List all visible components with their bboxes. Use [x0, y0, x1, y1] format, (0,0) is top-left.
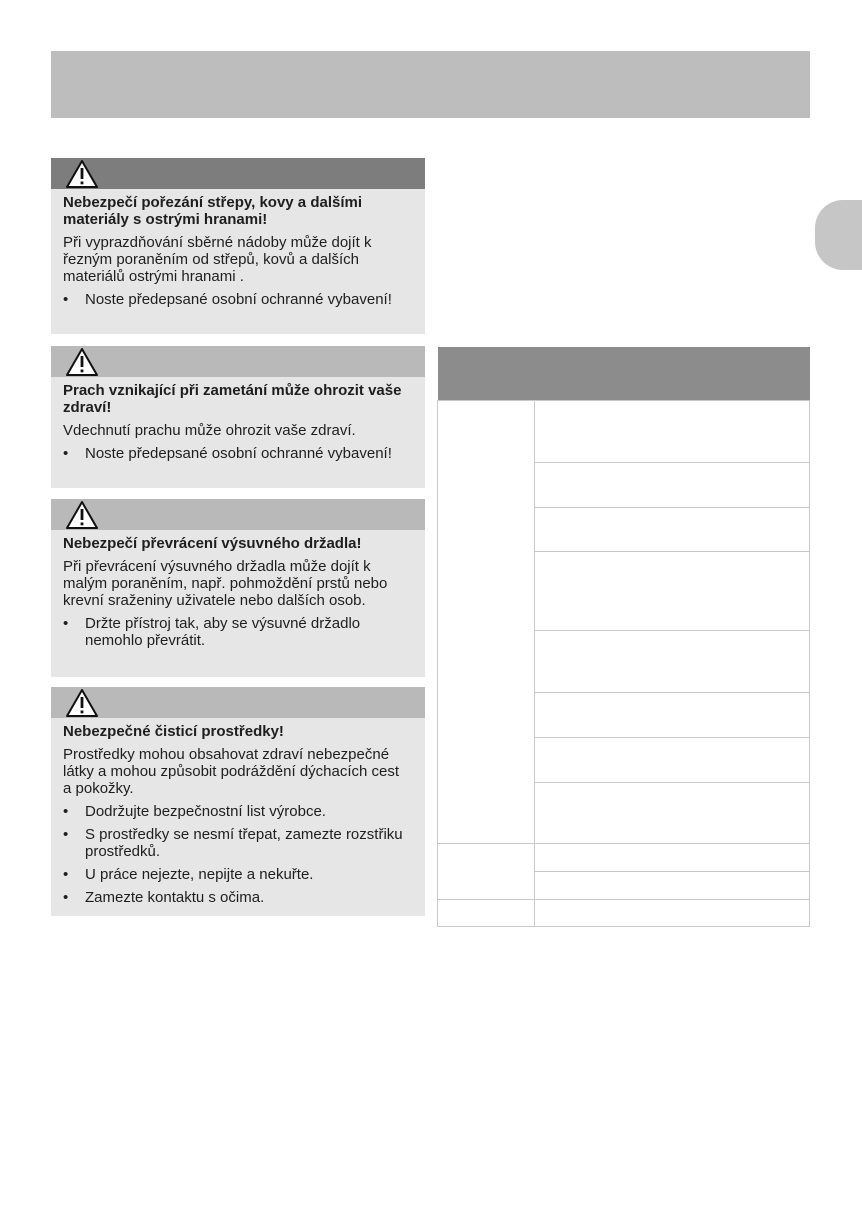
- table-header-row: [438, 347, 810, 401]
- table-cell: [535, 552, 810, 631]
- warning-bullet: • Noste předepsané osobní ochranné vybavení!: [63, 291, 411, 308]
- warning-bullet: • Noste předepsané osobní ochranné vybavení!: [63, 445, 411, 462]
- warning-triangle-icon: [65, 500, 99, 530]
- table-row: [438, 844, 810, 872]
- warning-bar: [51, 158, 425, 189]
- data-table: [437, 347, 810, 927]
- table-cell: [438, 844, 535, 900]
- table-cell: [535, 508, 810, 552]
- warning-box-4: [51, 687, 425, 916]
- table-cell: [535, 401, 810, 463]
- warning-title: Nebezpečné čisticí prostředky!: [63, 723, 284, 740]
- warning-bullet: • Dodržujte bezpečnostní list výrobce.: [63, 803, 411, 820]
- table-cell: [438, 401, 535, 844]
- warning-text: Při převrácení výsuvného držadla může dojít k malým poraněním, např. pohmoždění prstů nebo krevní sraženiny uživatele nebo dalších osob.: [63, 558, 388, 609]
- table-row: [438, 401, 810, 463]
- table-row: [438, 900, 810, 927]
- warning-bullet: • S prostředky se nesmí třepat, zamezte rozstřiku prostředků.: [63, 826, 411, 860]
- table-header-cell: [438, 347, 535, 401]
- warning-title: Prach vznikající při zametání může ohrozit vaše zdraví!: [63, 382, 402, 416]
- table-cell: [535, 844, 810, 872]
- header-band: [51, 51, 810, 118]
- table-cell: [535, 738, 810, 783]
- table-cell: [535, 631, 810, 693]
- warning-text: Při vyprazdňování sběrné nádoby může dojít k řezným poraněním od střepů, kovů a dalších materiálů ostrými hranami .: [63, 234, 372, 285]
- warning-bullet: • U práce nejezte, nepijte a nekuřte.: [63, 866, 411, 883]
- table-cell: [535, 872, 810, 900]
- warning-bullet: • Držte přístroj tak, aby se výsuvné držadlo nemohlo převrátit.: [63, 615, 411, 649]
- warning-triangle-icon: [65, 159, 99, 189]
- warning-box-1: [51, 158, 425, 334]
- warning-title: Nebezpečí pořezání střepy, kovy a dalšími materiály s ostrými hranami!: [63, 194, 363, 228]
- table-cell: [535, 463, 810, 508]
- table-cell: [535, 693, 810, 738]
- warning-text: Prostředky mohou obsahovat zdraví nebezpečné látky a mohou způsobit podráždění dýchacích cest a pokožky.: [63, 746, 400, 797]
- warning-text: Vdechnutí prachu může ohrozit vaše zdraví.: [63, 422, 356, 439]
- table-header-cell: [535, 347, 810, 401]
- warning-box-2: [51, 346, 425, 488]
- warning-title: Nebezpečí převrácení výsuvného držadla!: [63, 535, 362, 552]
- table-cell: [535, 783, 810, 844]
- warning-triangle-icon: [65, 347, 99, 377]
- table-cell: [438, 900, 535, 927]
- warning-bar: [51, 346, 425, 377]
- warning-box-3: [51, 499, 425, 677]
- table-cell: [535, 900, 810, 927]
- chapter-tab: [815, 200, 862, 270]
- warning-bar: [51, 687, 425, 718]
- warning-bullet: • Zamezte kontaktu s očima.: [63, 889, 411, 906]
- warning-bar: [51, 499, 425, 530]
- warning-triangle-icon: [65, 688, 99, 718]
